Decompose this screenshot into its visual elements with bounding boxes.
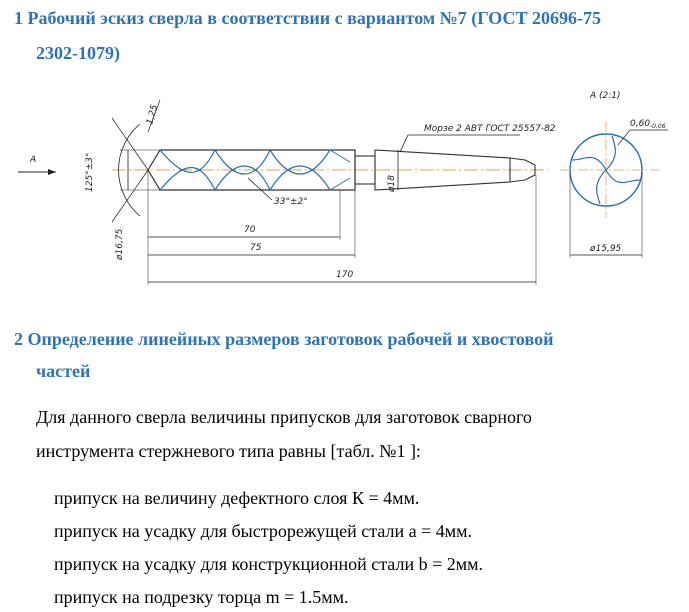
dim-70: 70 — [244, 225, 256, 235]
dim-75: 75 — [250, 243, 262, 253]
section-2-title-line-2: частей — [36, 361, 91, 381]
allowance-item-facing: припуск на подрезку торца m = 1.5мм. — [54, 587, 349, 607]
section-2-title-line-1: 2 Определение линейных размеров заготовок рабочей и хвостовой — [14, 329, 554, 349]
dim-diam-1675: ø16,75 — [115, 228, 125, 260]
section-flute-3 — [606, 136, 615, 170]
view-arrow-head — [48, 169, 56, 175]
section-flute-1 — [572, 158, 606, 171]
view-label: A — [30, 155, 37, 165]
dim-point-angle: 125°±3° — [85, 152, 95, 192]
flute-runout-2 — [330, 178, 350, 190]
paragraph-line-1: Для данного сверла величины припусков для заготовок сварного — [36, 407, 532, 427]
taper-leader — [400, 135, 408, 152]
dim-125: 1,25 — [145, 103, 161, 126]
dim-060: 0,60 — [630, 119, 651, 129]
section-view-label: A (2:1) — [590, 91, 621, 101]
point-angle-ext-1 — [112, 118, 148, 170]
taper-label: Морзе 2 АВТ ГОСТ 25557-82 — [424, 124, 556, 134]
paragraph-line-2: инструмента стержневого типа равны [табл. №1 ]: — [36, 441, 421, 461]
dim-060-tolerance: -0,06 — [650, 123, 666, 130]
drill-sketch-drawing — [0, 0, 689, 300]
section-1-title-line-2: 2302-1079) — [36, 43, 120, 63]
section-flute-2 — [606, 170, 640, 183]
flute-runout-1 — [330, 150, 350, 162]
allowance-item-hss-shrinkage: припуск на усадку для быстрорежущей стали а = 4мм. — [54, 521, 473, 541]
dim-helix-angle: 33°±2° — [274, 197, 308, 207]
dim-diam-18: ø18 — [387, 175, 397, 192]
dim-170: 170 — [336, 270, 354, 280]
allowance-item-defect-layer: припуск на величину дефектного слоя К = 4мм. — [54, 488, 420, 508]
dim-diam-1595: ø15,95 — [590, 244, 622, 254]
point-angle-ext-2 — [112, 170, 148, 222]
section-1-title-line-1: 1 Рабочий эскиз сверла в соответствии с вариантом №7 (ГОСТ 20696-75 — [14, 8, 601, 28]
helix-leader — [248, 178, 272, 200]
section-flute-4 — [597, 170, 606, 204]
allowance-item-structural-shrinkage: припуск на усадку для конструкционной стали b = 2мм. — [54, 554, 484, 574]
